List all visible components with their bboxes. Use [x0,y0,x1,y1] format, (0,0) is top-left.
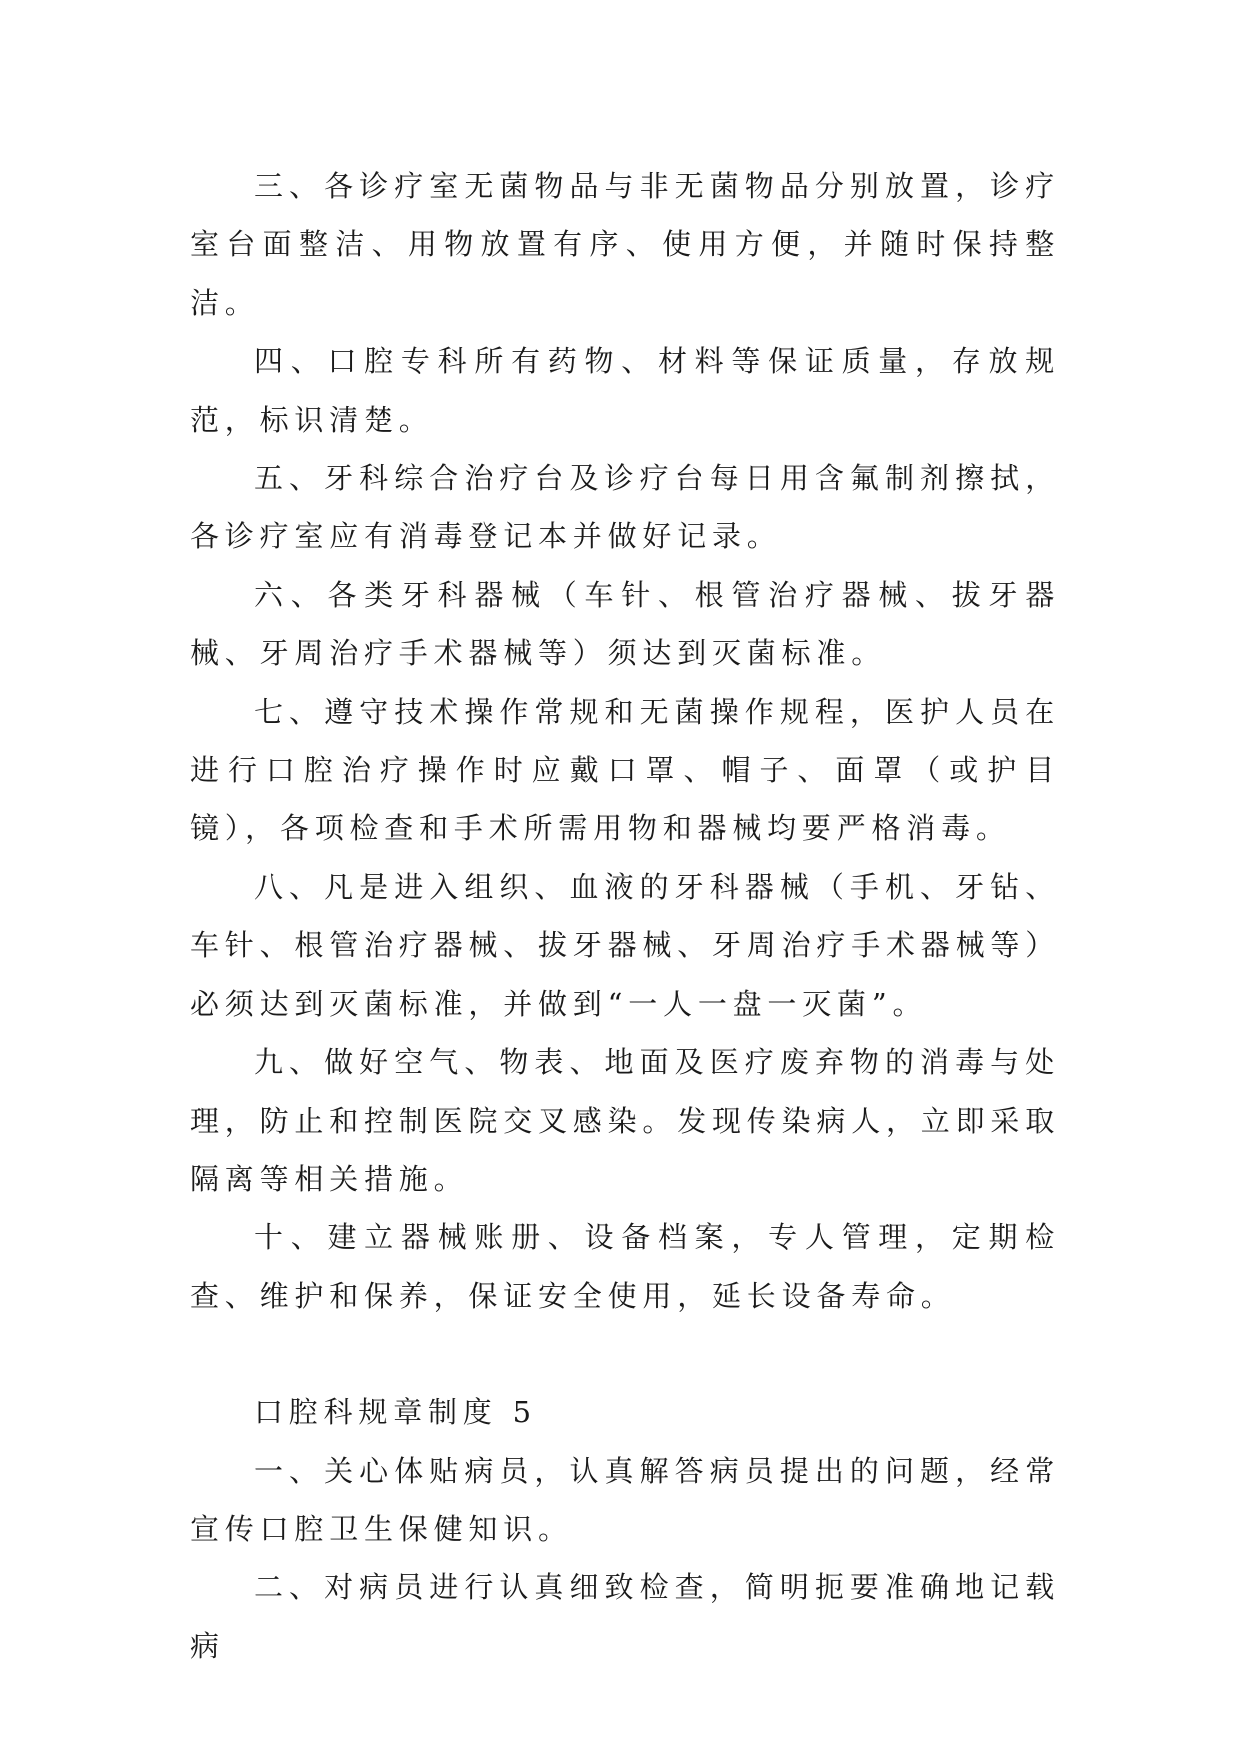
paragraph-item-7: 七、遵守技术操作常规和无菌操作规程，医护人员在进行口腔治疗操作时应戴口罩、帽子、面罩（或护目镜），各项检查和手术所需用物和器械均要严格消毒。 [190,694,1060,846]
paragraph-item-1: 一、关心体贴病员，认真解答病员提出的问题，经常宣传口腔卫生保健知识。 [190,1453,1060,1546]
paragraph-item-5: 五、牙科综合治疗台及诊疗台每日用含氟制剂擦拭，各诊疗室应有消毒登记本并做好记录。 [190,461,1060,554]
paragraph-item-6: 六、各类牙科器械（车针、根管治疗器械、拔牙器械、牙周治疗手术器械等）须达到灭菌标准。 [190,577,1060,671]
paragraph-item-9: 九、做好空气、物表、地面及医疗废弃物的消毒与处理，防止和控制医院交叉感染。发现传染病人，立即采取隔离等相关措施。 [190,1045,1061,1196]
section-heading: 口腔科规章制度 5 [254,1395,537,1430]
paragraph-item-8: 八、凡是进入组织、血液的牙科器械（手机、牙钻、车针、根管治疗器械、拔牙器械、牙周治疗手术器械等）必须达到灭菌标准，并做到“一人一盘一灭菌”。 [190,869,1061,1021]
paragraph-item-2: 二、对病员进行认真细致检查，简明扼要准确地记载病 [190,1570,1060,1663]
paragraph-item-10: 十、建立器械账册、设备档案，专人管理，定期检查、维护和保养，保证安全使用，延长设备寿命。 [190,1220,1060,1313]
paragraph-item-3: 三、各诊疗室无菌物品与非无菌物品分别放置，诊疗室台面整洁、用物放置有序、使用方便，并随时保持整洁。 [190,169,1060,320]
paragraph-item-4: 四、口腔专科所有药物、材料等保证质量，存放规范，标识清楚。 [190,344,1060,437]
